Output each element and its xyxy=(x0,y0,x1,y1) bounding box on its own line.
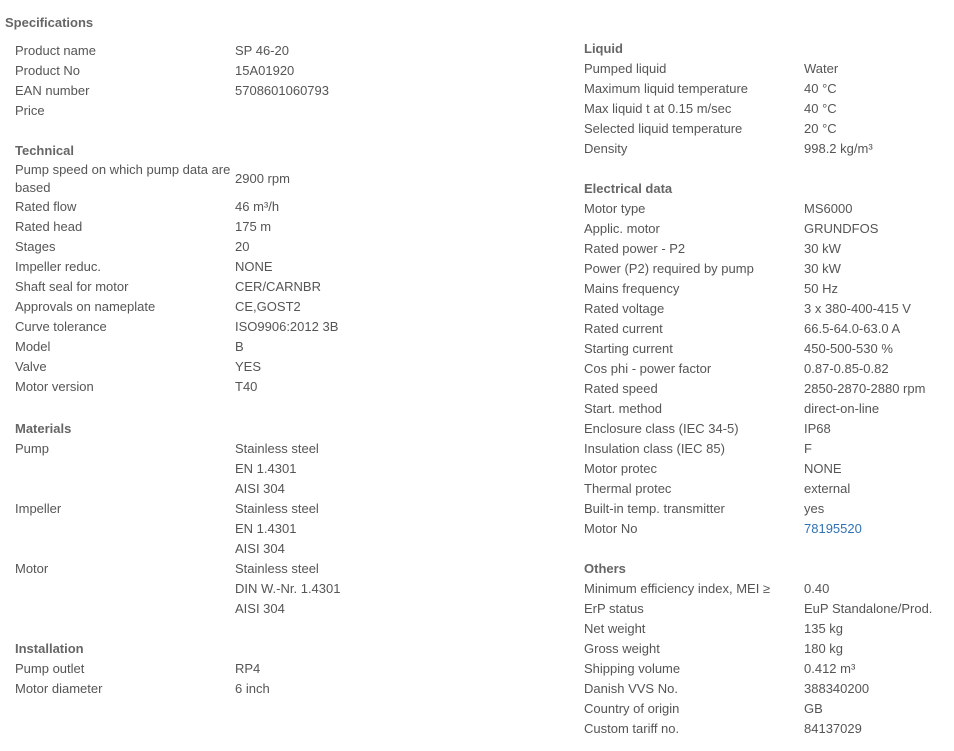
spec-label: Pump xyxy=(15,441,49,456)
spec-row xyxy=(15,41,329,61)
section-title-liquid: Liquid xyxy=(584,41,623,56)
spec-row xyxy=(584,299,925,319)
spec-value: SP 46-20 xyxy=(235,43,289,58)
spec-value: YES xyxy=(235,359,262,374)
spec-row xyxy=(15,499,340,559)
section-installation xyxy=(15,639,270,699)
spec-value-line: AISI 304 xyxy=(235,601,285,616)
section-general xyxy=(15,41,329,121)
section-title-technical: Technical xyxy=(15,143,75,158)
spec-value: 30 kW xyxy=(804,241,841,256)
spec-row xyxy=(584,419,925,439)
spec-row xyxy=(15,317,338,337)
spec-value: yes xyxy=(804,501,825,516)
spec-label: Motor version xyxy=(15,379,94,394)
spec-row xyxy=(584,519,925,539)
spec-row xyxy=(15,297,338,317)
spec-label: Rated voltage xyxy=(584,301,665,316)
spec-value xyxy=(235,439,340,499)
spec-row xyxy=(584,119,873,139)
section-technical xyxy=(15,141,338,397)
spec-label: Rated power - P2 xyxy=(584,241,686,256)
spec-value: B xyxy=(235,339,244,354)
spec-label: Model xyxy=(15,339,51,354)
spec-label: Rated flow xyxy=(15,199,77,214)
spec-row xyxy=(15,559,340,619)
spec-label: Minimum efficiency index, MEI ≥ xyxy=(584,581,771,596)
spec-row xyxy=(15,237,338,257)
spec-row xyxy=(15,197,338,217)
spec-label: Shaft seal for motor xyxy=(15,279,129,294)
spec-value: 46 m³/h xyxy=(235,199,280,214)
spec-label: Country of origin xyxy=(584,701,680,716)
spec-label: Motor protec xyxy=(584,461,657,476)
spec-value-line: AISI 304 xyxy=(235,541,285,556)
spec-label: Maximum liquid temperature xyxy=(584,81,749,96)
spec-row xyxy=(15,659,270,679)
spec-row xyxy=(584,79,873,99)
spec-label: Insulation class (IEC 85) xyxy=(584,441,725,456)
spec-label: Motor xyxy=(15,561,49,576)
spec-label: EAN number xyxy=(15,83,90,98)
spec-value: 0.40 xyxy=(804,581,830,596)
spec-value: Water xyxy=(804,61,839,76)
spec-row xyxy=(584,579,932,599)
spec-label: Price xyxy=(15,103,45,118)
spec-row xyxy=(15,161,338,197)
spec-row xyxy=(584,499,925,519)
spec-value: CER/CARNBR xyxy=(235,279,321,294)
spec-label: Density xyxy=(584,141,628,156)
spec-row xyxy=(584,679,932,699)
spec-value: RP4 xyxy=(235,661,261,676)
spec-value: 2900 rpm xyxy=(235,171,290,186)
spec-label: Impeller xyxy=(15,501,62,516)
spec-value: ISO9906:2012 3B xyxy=(235,319,339,334)
spec-label: Selected liquid temperature xyxy=(584,121,743,136)
spec-value: NONE xyxy=(804,461,842,476)
spec-label: Impeller reduc. xyxy=(15,259,101,274)
spec-row xyxy=(584,59,873,79)
spec-label: Built-in temp. transmitter xyxy=(584,501,725,516)
spec-row xyxy=(15,81,329,101)
spec-value: 20 °C xyxy=(804,121,837,136)
spec-value: 50 Hz xyxy=(804,281,838,296)
spec-row xyxy=(15,277,338,297)
spec-value: 40 °C xyxy=(804,81,837,96)
spec-label: Rated speed xyxy=(584,381,658,396)
spec-label: Motor diameter xyxy=(15,681,103,696)
spec-row xyxy=(15,337,338,357)
spec-value: NONE xyxy=(235,259,273,274)
spec-value-line: Stainless steel xyxy=(235,561,319,576)
spec-value: 2850-2870-2880 rpm xyxy=(804,381,926,396)
spec-value: 20 xyxy=(235,239,250,254)
spec-row xyxy=(584,459,925,479)
spec-value: 84137029 xyxy=(804,721,862,736)
spec-row xyxy=(584,379,925,399)
spec-value-line: Stainless steel xyxy=(235,501,319,516)
spec-label: Danish VVS No. xyxy=(584,681,678,696)
spec-label: Max liquid t at 0.15 m/sec xyxy=(584,101,732,116)
spec-label: Motor type xyxy=(584,201,646,216)
spec-row xyxy=(584,279,925,299)
section-title-materials: Materials xyxy=(15,421,72,436)
spec-value-line: Stainless steel xyxy=(235,441,319,456)
spec-value: 998.2 kg/m³ xyxy=(804,141,873,156)
spec-row xyxy=(584,319,925,339)
section-title-electrical: Electrical data xyxy=(584,181,673,196)
section-electrical xyxy=(584,179,925,539)
spec-value-line: EN 1.4301 xyxy=(235,521,297,536)
spec-value: 135 kg xyxy=(804,621,844,636)
spec-label: Pump outlet xyxy=(15,661,85,676)
spec-label: Applic. motor xyxy=(584,221,660,236)
spec-label: Curve tolerance xyxy=(15,319,107,334)
spec-value: direct-on-line xyxy=(804,401,880,416)
spec-value: CE,GOST2 xyxy=(235,299,301,314)
section-others xyxy=(584,559,932,739)
spec-value: 5708601060793 xyxy=(235,83,329,98)
spec-value: GB xyxy=(804,701,823,716)
spec-row xyxy=(584,659,932,679)
spec-label: Net weight xyxy=(584,621,646,636)
spec-label: Thermal protec xyxy=(584,481,672,496)
spec-row xyxy=(15,439,340,499)
spec-label: Stages xyxy=(15,239,56,254)
spec-label: Start. method xyxy=(584,401,663,416)
spec-value: T40 xyxy=(235,379,258,394)
spec-row xyxy=(584,619,932,639)
spec-row xyxy=(584,339,925,359)
spec-value: 450-500-530 % xyxy=(804,341,893,356)
spec-row xyxy=(584,239,925,259)
spec-row xyxy=(584,639,932,659)
spec-value: 175 m xyxy=(235,219,272,234)
spec-label: Gross weight xyxy=(584,641,660,656)
spec-value: 6 inch xyxy=(235,681,270,696)
spec-label: Valve xyxy=(15,359,47,374)
spec-value: external xyxy=(804,481,851,496)
spec-value-line: EN 1.4301 xyxy=(235,461,297,476)
spec-value: F xyxy=(804,441,812,456)
spec-value: GRUNDFOS xyxy=(804,221,879,236)
spec-value: 388340200 xyxy=(804,681,870,696)
section-title-others: Others xyxy=(584,561,626,576)
spec-row xyxy=(584,139,873,159)
spec-row xyxy=(584,99,873,119)
spec-row xyxy=(584,399,925,419)
spec-label: Cos phi - power factor xyxy=(584,361,712,376)
spec-row xyxy=(15,257,338,277)
spec-value: 66.5-64.0-63.0 A xyxy=(804,321,901,336)
spec-label: Approvals on nameplate xyxy=(15,299,156,314)
spec-value-line: AISI 304 xyxy=(235,481,285,496)
spec-value: 0.87-0.85-0.82 xyxy=(804,361,889,376)
spec-row xyxy=(584,719,932,739)
spec-value: 15A01920 xyxy=(235,63,295,78)
section-title-installation: Installation xyxy=(15,641,84,656)
section-liquid xyxy=(584,39,873,159)
spec-label: Power (P2) required by pump xyxy=(584,261,754,276)
spec-label: Pump speed on which pump data are based xyxy=(15,162,231,195)
spec-value xyxy=(235,499,340,559)
spec-label: Starting current xyxy=(584,341,673,356)
spec-label: Motor No xyxy=(584,521,638,536)
spec-label: Pumped liquid xyxy=(584,61,667,76)
spec-row xyxy=(15,357,338,377)
spec-label: Product No xyxy=(15,63,81,78)
spec-label: Custom tariff no. xyxy=(584,721,680,736)
spec-row xyxy=(584,699,932,719)
spec-row xyxy=(584,439,925,459)
spec-value xyxy=(235,559,340,619)
section-materials xyxy=(15,419,340,619)
spec-value: IP68 xyxy=(804,421,831,436)
spec-row xyxy=(15,101,329,121)
spec-label: Enclosure class (IEC 34-5) xyxy=(584,421,739,436)
spec-row xyxy=(15,679,270,699)
spec-value: EuP Standalone/Prod. xyxy=(804,601,933,616)
spec-row xyxy=(584,359,925,379)
spec-label: Rated head xyxy=(15,219,83,234)
spec-label: Shipping volume xyxy=(584,661,681,676)
spec-value: 40 °C xyxy=(804,101,837,116)
spec-label: Rated current xyxy=(584,321,663,336)
spec-row xyxy=(584,259,925,279)
spec-value: 180 kg xyxy=(804,641,844,656)
spec-row xyxy=(15,61,329,81)
page-title: Specifications xyxy=(5,15,94,30)
spec-value: 0.412 m³ xyxy=(804,661,856,676)
spec-value: 30 kW xyxy=(804,261,841,276)
spec-value-line: DIN W.-Nr. 1.4301 xyxy=(235,581,341,596)
spec-label: Mains frequency xyxy=(584,281,680,296)
spec-row xyxy=(15,217,338,237)
spec-value: 3 x 380-400-415 V xyxy=(804,301,911,316)
spec-value: MS6000 xyxy=(804,201,853,216)
spec-row xyxy=(584,479,925,499)
spec-row xyxy=(15,377,338,397)
spec-label: Product name xyxy=(15,43,96,58)
spec-label: ErP status xyxy=(584,601,644,616)
spec-row xyxy=(584,599,932,619)
spec-row xyxy=(584,199,925,219)
spec-row xyxy=(584,219,925,239)
motor-no-link[interactable]: 78195520 xyxy=(804,521,862,536)
